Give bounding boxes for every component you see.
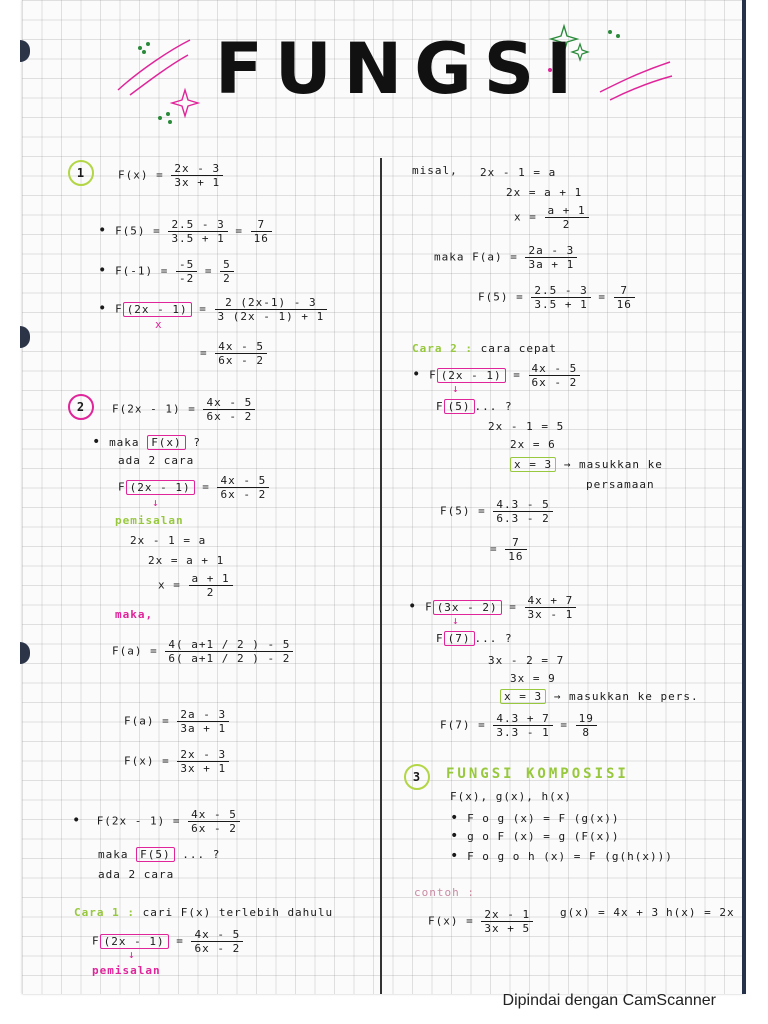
c2-step-2: 2x = 6 [510,438,556,451]
eq-maka-fa: maka F(a) = $\frac{2a - 3}{3a + 1}$ [434,244,577,271]
eq-fx-definition: F(x) = $\frac{2x - 3}{3x + 1}$ [118,162,223,189]
s2-question: • maka F(x) ? [92,434,201,450]
section-3-marker: 3 [404,764,430,790]
scanner-watermark: Dipindai dengan CamScanner [502,992,716,1009]
arrow-down-icon: ↓ [152,496,160,509]
misal-step-1: 2x - 1 = a [480,166,557,179]
komposisi-gof: • g o F (x) = g (F(x)) [450,828,620,844]
c2-f5-question: F (5) ... ? [436,400,513,413]
s2-step-1: 2x - 1 = a [130,534,207,547]
misal-label: misal, [412,164,458,177]
heading-pemisalan-2: pemisalan [92,964,161,977]
section-3-title: FUNGSI KOMPOSISI [446,766,629,782]
eq-s2-fa-substituted: F(a) = $\frac{4( a+1 / 2 ) - 5}{6( a+1 / 2 ) - 2}$ [112,638,293,665]
s2-two-ways: ada 2 cara [118,454,195,467]
eq-s3-definition: • F(2x - 1) = $\frac{4x - 5}{6x - 2}$ [72,808,240,835]
eq-c2-result: = $\frac{7}{16}$ [490,536,527,563]
c2-step-1: 2x - 1 = 5 [488,420,565,433]
cara-2-heading: Cara 2 : cara cepat [412,342,557,355]
sparkle-doodle-left [110,30,220,130]
page-edge [742,0,746,994]
eq-f-2x-1-substitute: • F (2x - 1) = $\frac{2 (2x-1) - 3}{3 (2x - 1) + 1}$ [98,296,327,323]
s3-question: maka F(5) ... ? [98,848,221,861]
heading-maka: maka, [115,608,154,621]
c3-step-2: 3x = 9 [510,672,556,685]
eq-s2-fa: F(a) = $\frac{2a - 3}{3a + 1}$ [124,708,229,735]
komposisi-fog: • F o g (x) = F (g(x)) [450,810,620,826]
c2-persamaan: persamaan [586,478,655,491]
c2-step-3: x = 3 → masukkan ke [510,458,663,471]
komposisi-fogoh: • F o g o h (x) = F (g(h(x))) [450,848,673,864]
contoh-heading: contoh : [414,886,475,899]
heading-pemisalan: pemisalan [115,514,184,527]
eq-f5: • F(5) = $\frac{2.5 - 3}{3.5 + 1}$ = $\frac{7}{16}$ [98,218,272,245]
page-title: FUNGSI [215,28,585,110]
eq-f-2x-1-result: = $\frac{4x - 5}{6x - 2}$ [200,340,267,367]
section-2-marker: 2 [68,394,94,420]
eq-right-f5: F(5) = $\frac{2.5 - 3}{3.5 + 1}$ = $\frac{7}{16}$ [478,284,635,311]
eq-c3-definition: • F (3x - 2) = $\frac{4x + 7}{3x - 1}$ [408,594,576,621]
s2-step-3: x = $\frac{a + 1}{2}$ [158,572,233,599]
contoh-hx: h(x) = 2x [666,906,735,919]
misal-step-2: 2x = a + 1 [506,186,583,199]
arrow-down-icon: ↓ [452,614,460,627]
cara-1-heading: Cara 1 : cari F(x) terlebih dahulu [74,906,334,919]
eq-c3-f7: F(7) = $\frac{4.3 + 7}{3.3 - 1}$ = $\frac{19}{8}$ [440,712,597,739]
s3-two-ways: ada 2 cara [98,868,175,881]
s2-step-2: 2x = a + 1 [148,554,225,567]
eq-cara2: • F (2x - 1) = $\frac{4x - 5}{6x - 2}$ [412,362,580,389]
contoh-gx: g(x) = 4x + 3 [560,906,660,919]
x-mark: x [155,318,163,331]
eq-c2-f5: F(5) = $\frac{4.3 - 5}{6.3 - 2}$ [440,498,553,525]
misal-step-3: x = $\frac{a + 1}{2}$ [514,204,589,231]
eq-s2-boxed: F (2x - 1) = $\frac{4x - 5}{6x - 2}$ [118,474,269,501]
eq-cara1: F (2x - 1) = $\frac{4x - 5}{6x - 2}$ [92,928,243,955]
arrow-down-icon: ↓ [452,382,460,395]
eq-f-minus1: • F(-1) = $\frac{-5}{-2}$ = $\frac{5}{2}$ [98,258,234,285]
c3-step-1: 3x - 2 = 7 [488,654,565,667]
contoh-fx: F(x) = $\frac{2x - 1}{3x + 5}$ [428,908,533,935]
c3-step-3: x = 3 → masukkan ke pers. [500,690,699,703]
komposisi-functions: F(x), g(x), h(x) [450,790,572,803]
c3-f7-question: F (7) ... ? [436,632,513,645]
section-1-marker: 1 [68,160,94,186]
column-divider [380,158,382,994]
eq-s2-definition: F(2x - 1) = $\frac{4x - 5}{6x - 2}$ [112,396,255,423]
eq-s2-fx: F(x) = $\frac{2x - 3}{3x + 1}$ [124,748,229,775]
arrow-down-icon: ↓ [128,948,136,961]
